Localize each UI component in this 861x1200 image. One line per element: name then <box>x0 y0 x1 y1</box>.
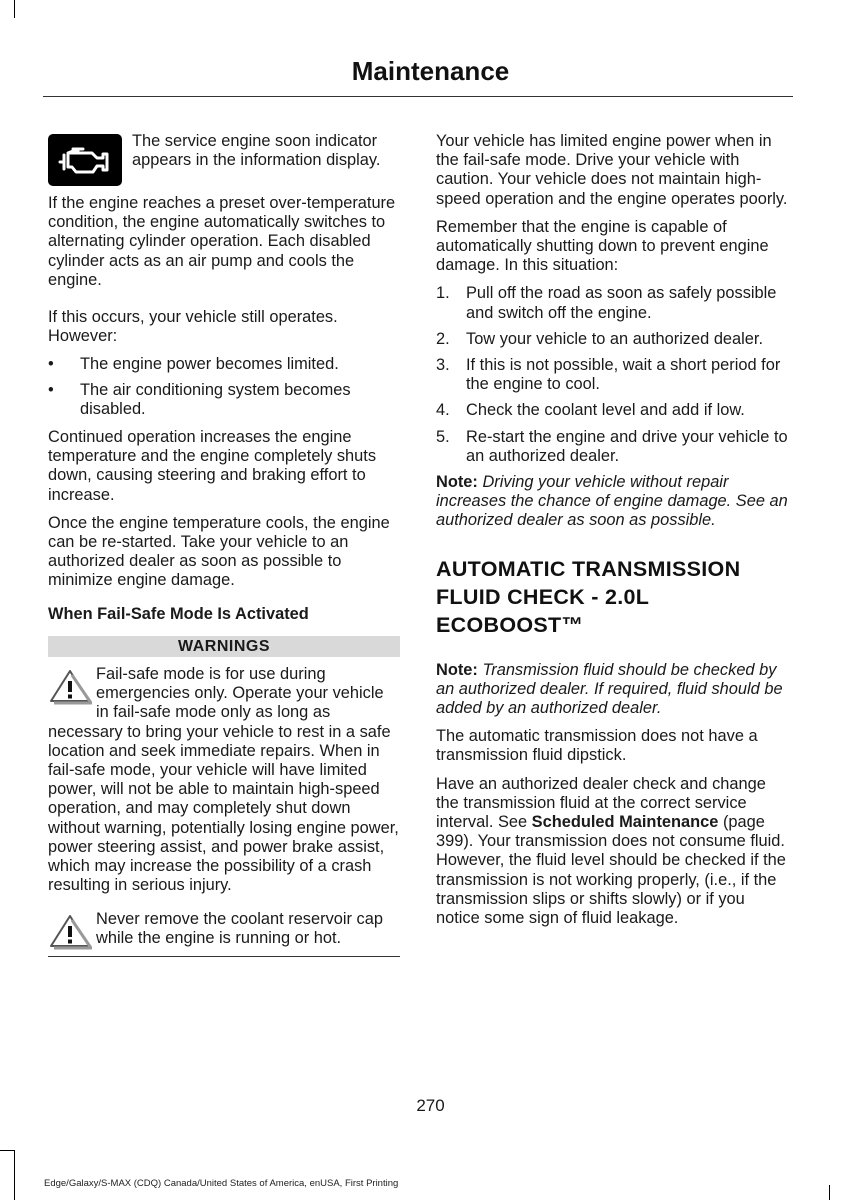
crop-mark <box>829 1185 830 1200</box>
paragraph: Remember that the engine is capable of automatically shutting down to prevent engine damage. In this situation: <box>436 217 769 275</box>
step-text: If this is not possible, wait a short period for the engine to cool. <box>466 356 781 394</box>
list-item <box>436 330 788 349</box>
subheading: When Fail-Safe Mode Is Activated <box>48 604 309 623</box>
warning-triangle-icon <box>48 912 92 950</box>
indicator-description: The service engine soon indicator appears in the information display. <box>132 132 381 170</box>
left-column <box>48 132 400 957</box>
list-item <box>48 381 400 419</box>
note-label: Note: <box>436 660 478 679</box>
page-number: 270 <box>416 1096 445 1115</box>
footer-text: Edge/Galaxy/S-MAX (CDQ) Canada/United States of America, enUSA, First Printing <box>44 1178 399 1189</box>
list-item <box>436 356 788 394</box>
step-number: 3. <box>436 356 450 375</box>
paragraph: If this occurs, your vehicle still operates. However: <box>48 308 338 346</box>
paragraph: If the engine reaches a preset over-temperature condition, the engine automatically switches to alternating cylinder operation. Each disabled cylinder acts as an air pump and cools the engine. <box>48 194 396 289</box>
paragraph: The automatic transmission does not have a transmission fluid dipstick. <box>436 727 758 765</box>
bullet-list <box>48 355 400 419</box>
warnings-bottom-divider <box>48 956 400 957</box>
warning-item <box>48 910 400 948</box>
list-item-text: The air conditioning system becomes disabled. <box>80 380 351 418</box>
check-engine-icon <box>48 134 122 186</box>
list-item <box>436 428 788 466</box>
cross-reference-link[interactable]: Scheduled Maintenance <box>531 813 719 832</box>
bullet-mark: • <box>48 380 54 399</box>
bullet-mark: • <box>48 355 54 374</box>
note <box>436 661 788 719</box>
warning-triangle-icon <box>48 667 92 705</box>
list-item <box>48 355 400 374</box>
warning-item <box>48 665 400 895</box>
right-column <box>436 132 788 937</box>
paragraph: Your vehicle has limited engine power when in the fail-safe mode. Drive your vehicle with caution. Your vehicle does not maintain high-speed operation and the engine operates poorly. <box>436 132 788 208</box>
paragraph-text: (page 399). Your transmission does not consume fluid. However, the fluid level should be checked if the transmission is not working properly, (i.e., if the transmission slips or shifts slowly) or if you notice some sign of fluid leakage. <box>436 813 786 928</box>
paragraph <box>436 775 788 929</box>
step-number: 5. <box>436 427 450 446</box>
page-title: Maintenance <box>351 56 510 86</box>
list-item <box>436 401 788 420</box>
note-text: Transmission fluid should be checked by an authorized dealer. If required, fluid should be added by an authorized dealer. <box>436 660 783 718</box>
step-number: 2. <box>436 329 450 348</box>
warning-text: Never remove the coolant reservoir cap while the engine is running or hot. <box>96 909 383 947</box>
list-item <box>436 284 788 322</box>
crop-mark <box>14 1150 15 1200</box>
step-number: 1. <box>436 284 450 303</box>
step-text: Check the coolant level and add if low. <box>466 401 745 420</box>
paragraph: Continued operation increases the engine temperature and the engine completely shuts down, causing steering and braking effort to increase. <box>48 428 377 504</box>
numbered-list <box>436 284 788 466</box>
crop-mark <box>14 0 15 18</box>
step-text: Pull off the road as soon as safely possible and switch off the engine. <box>466 284 777 322</box>
step-text: Tow your vehicle to an authorized dealer. <box>466 329 764 348</box>
step-number: 4. <box>436 401 450 420</box>
indicator-row <box>48 132 400 186</box>
list-item-text: The engine power becomes limited. <box>80 355 339 374</box>
note-label: Note: <box>436 473 478 492</box>
header-divider <box>43 96 793 97</box>
warning-text: Fail-safe mode is for use during emergencies only. Operate your vehicle in fail-safe mode only as long as necessary to bring your vehicle to rest in a safe location and seek immediate repairs. When in fail-safe mode, your vehicle will have limited power, will not be able to maintain high-speed operation, and may completely shut down without warning, potentially losing engine power, power steering assist, and power brake assist, which may increase the possibility of a crash resulting in serious injury. <box>48 665 399 895</box>
crop-mark <box>0 1150 14 1151</box>
paragraph-text: Have an authorized dealer check and change the transmission fluid at the correct service interval. See <box>436 774 766 832</box>
note-text: Driving your vehicle without repair increases the chance of engine damage. See an authorized dealer as soon as possible. <box>436 473 788 530</box>
warnings-header: WARNINGS <box>48 636 400 657</box>
paragraph: Once the engine temperature cools, the engine can be re-started. Take your vehicle to an authorized dealer as soon as possible to minimize engine damage. <box>48 513 390 590</box>
step-text: Re-start the engine and drive your vehicle to an authorized dealer. <box>466 427 788 465</box>
section-heading: AUTOMATIC TRANSMISSION FLUID CHECK - 2.0L ECOBOOST™ <box>436 556 741 637</box>
note <box>436 473 788 531</box>
